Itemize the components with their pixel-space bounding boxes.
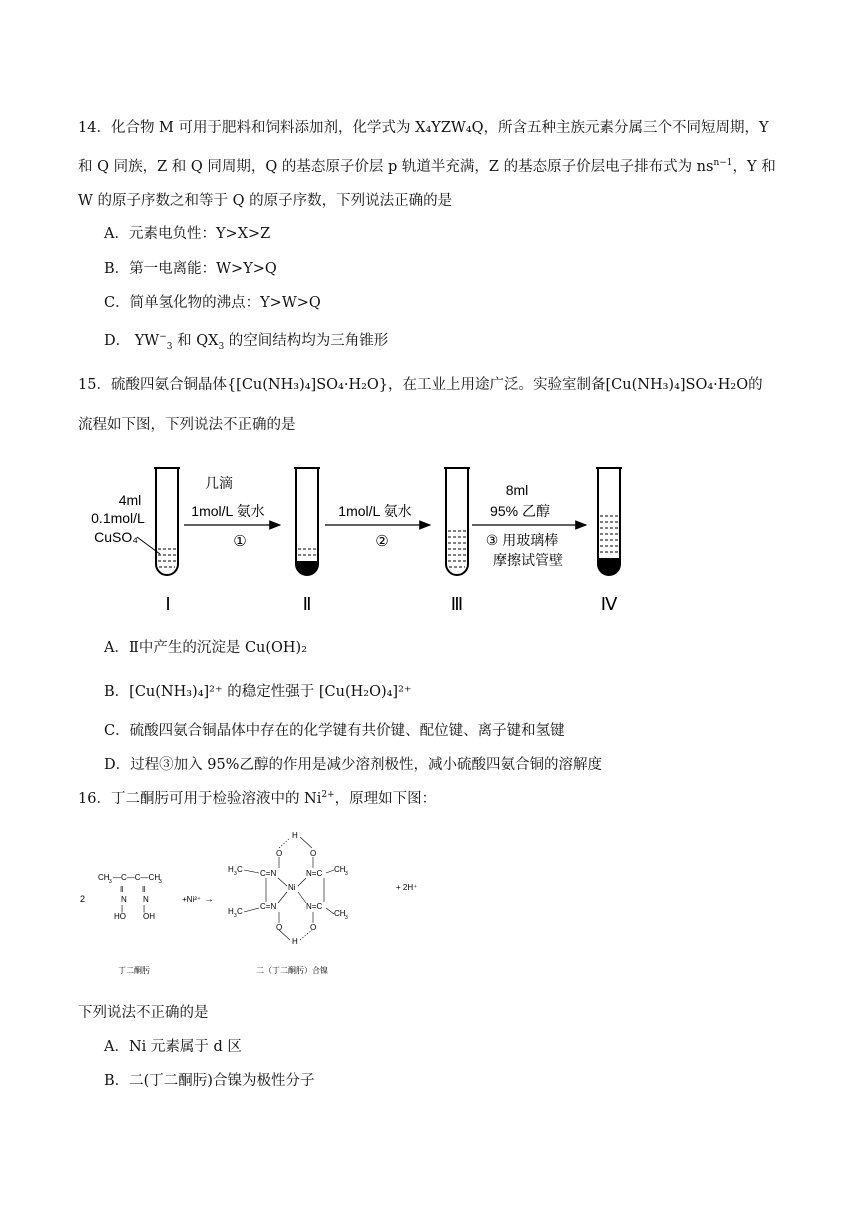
step2-reagent: 1mol/L 氨水 [338,503,412,519]
q16-line2: 下列说法不正确的是 [78,1005,209,1021]
ni-ion: +Ni²⁺ [182,895,202,904]
q14-optd-sub: 3 [218,341,225,352]
tube-2-label: Ⅱ [302,594,312,614]
svg-text:3: 3 [234,913,237,919]
svg-text:H: H [292,831,298,840]
svg-text:O: O [310,923,317,932]
svg-text:3: 3 [345,871,348,877]
q14-number: 14． [78,120,111,136]
svg-text:O: O [310,849,317,858]
step2-number: ② [375,533,389,550]
q14-line3: W 的原子序数之和等于 Q 的原子序数，下列说法正确的是 [78,193,453,209]
tube-4-label: Ⅳ [600,594,618,614]
test-tube-3 [444,468,470,575]
svg-text:CH: CH [98,873,110,882]
svg-text:H: H [292,937,298,946]
svg-text:N: N [121,895,127,904]
q15-line1 [78,375,763,395]
q15-optb-text: 的稳定性强于 [222,684,319,700]
q14-optd-sub: 3 [166,341,173,352]
q14-text: 化合物 M 可用于肥料和饲料添加剂，化学式为 [110,120,416,136]
q14-text: ，Y 和 [732,159,776,175]
svg-text:‖: ‖ [120,885,124,894]
q14-line2 [78,157,776,177]
svg-text:3: 3 [159,879,162,885]
svg-text:H: H [228,865,234,874]
svg-text:‖: ‖ [142,885,146,894]
q14-option-a: A．元素电负性：Y>X>Z [104,226,271,242]
reaction-arrow: → [204,894,214,905]
q16-text: ，原理如下图： [334,791,437,807]
q14-text: 和 Q 同族，Z 和 Q 同周期，Q 的基态原子价层 p 轨道半充满，Z 的基态原子价层电子排布式为 ns [78,159,714,175]
q15-text: 硫酸四氨合铜晶体 [110,377,227,393]
q15-opta-text: A．Ⅱ中产生的沉淀是 [104,640,245,656]
svg-text:N=C: N=C [306,902,323,911]
hydrogen-ions: + 2H⁺ [396,883,418,892]
svg-text:CH: CH [334,865,346,874]
svg-text:HO: HO [114,912,126,921]
q15-optb-formula: [Cu(NH₃)₄]²⁺ [129,684,223,700]
svg-text:N=C: N=C [306,869,323,878]
q15-option-d: D．过程③加入 95%乙醇的作用是减少溶剂极性，减小硫酸四氨合铜的溶解度 [104,757,602,773]
svg-text:|: | [121,904,124,913]
q14-optd-text: D． YW [104,333,160,349]
reagent-conc: 0.1mol/L [91,510,145,526]
svg-text:3: 3 [234,871,237,877]
q14-option-d [104,331,388,351]
q14-superscript: n−1 [713,158,733,169]
svg-text:3: 3 [345,915,348,921]
label-dimethylglyoxime: 丁二酮肟 [118,966,150,975]
q14-optd-text: 的空间结构均为三角锥形 [224,333,389,349]
svg-text:H: H [228,907,234,916]
q14-option-b: B．第一电离能：W>Y>Q [104,261,277,277]
step1-amount: 几滴 [205,475,233,491]
svg-text:OH: OH [143,912,155,921]
reagent-name: CuSO₄ [94,529,138,545]
svg-text:CH: CH [334,909,346,918]
step1-number: ① [233,533,247,550]
svg-text:O: O [276,923,283,932]
tube-3-label: Ⅲ [450,594,464,614]
svg-text:C=N: C=N [260,902,277,911]
q15-formula: [Cu(NH₃)₄]SO₄·H₂O [605,377,749,393]
q14-line1 [78,118,769,138]
dimethylglyoxime-structure [80,873,162,921]
step3-action-2: 摩擦试管壁 [493,552,563,568]
nickel-complex-structure [228,831,348,946]
svg-text:O: O [276,849,283,858]
q15-option-b [104,682,412,702]
q15-formula: {[Cu(NH₃)₄]SO₄·H₂O} [226,377,389,393]
q16-line1 [78,789,436,809]
svg-text:|: | [143,904,146,913]
step3-action: ③ 用玻璃棒 [485,532,559,548]
coefficient: 2 [80,894,86,904]
q15-optb-text: B． [104,684,130,700]
q15-optb-formula: [Cu(H₂O)₄]²⁺ [318,684,412,700]
svg-text:C: C [237,865,243,874]
svg-text:C: C [237,907,243,916]
q15-option-a [104,638,307,658]
label-nickel-complex: 二（丁二酮肟）合镍 [256,966,328,975]
svg-text:N: N [143,895,149,904]
q14-optd-sup: − [159,332,167,343]
test-tube-4 [596,468,622,575]
reagent-volume: 4ml [118,492,142,508]
q15-number: 15． [78,377,111,393]
svg-text:Ni: Ni [288,883,296,892]
step1-reagent: 1mol/L 氨水 [191,503,265,519]
svg-text:C=N: C=N [260,869,277,878]
q15-text: ，在工业上用途广泛。实验室制备 [388,377,606,393]
test-tube-1 [154,468,180,575]
q14-text: ，所含五种主族元素分属三个不同短周期，Y [483,120,769,136]
q16-sup: 2+ [321,790,335,801]
q14-optd-text: 和 QX [172,333,219,349]
svg-text:3: 3 [109,879,112,885]
q16-number: 16． [78,791,111,807]
q16-option-b: B．二(丁二酮肟)合镍为极性分子 [104,1073,315,1089]
q15-line2: 流程如下图，下列说法不正确的是 [78,417,296,433]
step3-amount: 8ml [505,482,529,498]
q16-option-a: A．Ni 元素属于 d 区 [104,1039,242,1055]
q14-option-c: C．简单氢化物的沸点：Y>W>Q [104,295,321,311]
q15-opta-formula: Cu(OH)₂ [244,640,308,656]
svg-text:—C—C—CH: —C—C—CH [113,873,161,882]
q16-text: 丁二酮肟可用于检验溶液中的 Ni [110,791,322,807]
tube-1-label: Ⅰ [165,594,171,614]
q14-formula: X₄YZW₄Q [415,120,484,136]
step3-reagent: 95% 乙醇 [490,503,550,519]
reaction-diagram [78,826,438,982]
q15-option-c: C．硫酸四氨合铜晶体中存在的化学键有共价键、配位键、离子键和氢键 [104,723,565,739]
test-tube-2 [294,468,320,575]
tube-flow-diagram [80,458,670,618]
q15-text: 的 [748,377,763,393]
